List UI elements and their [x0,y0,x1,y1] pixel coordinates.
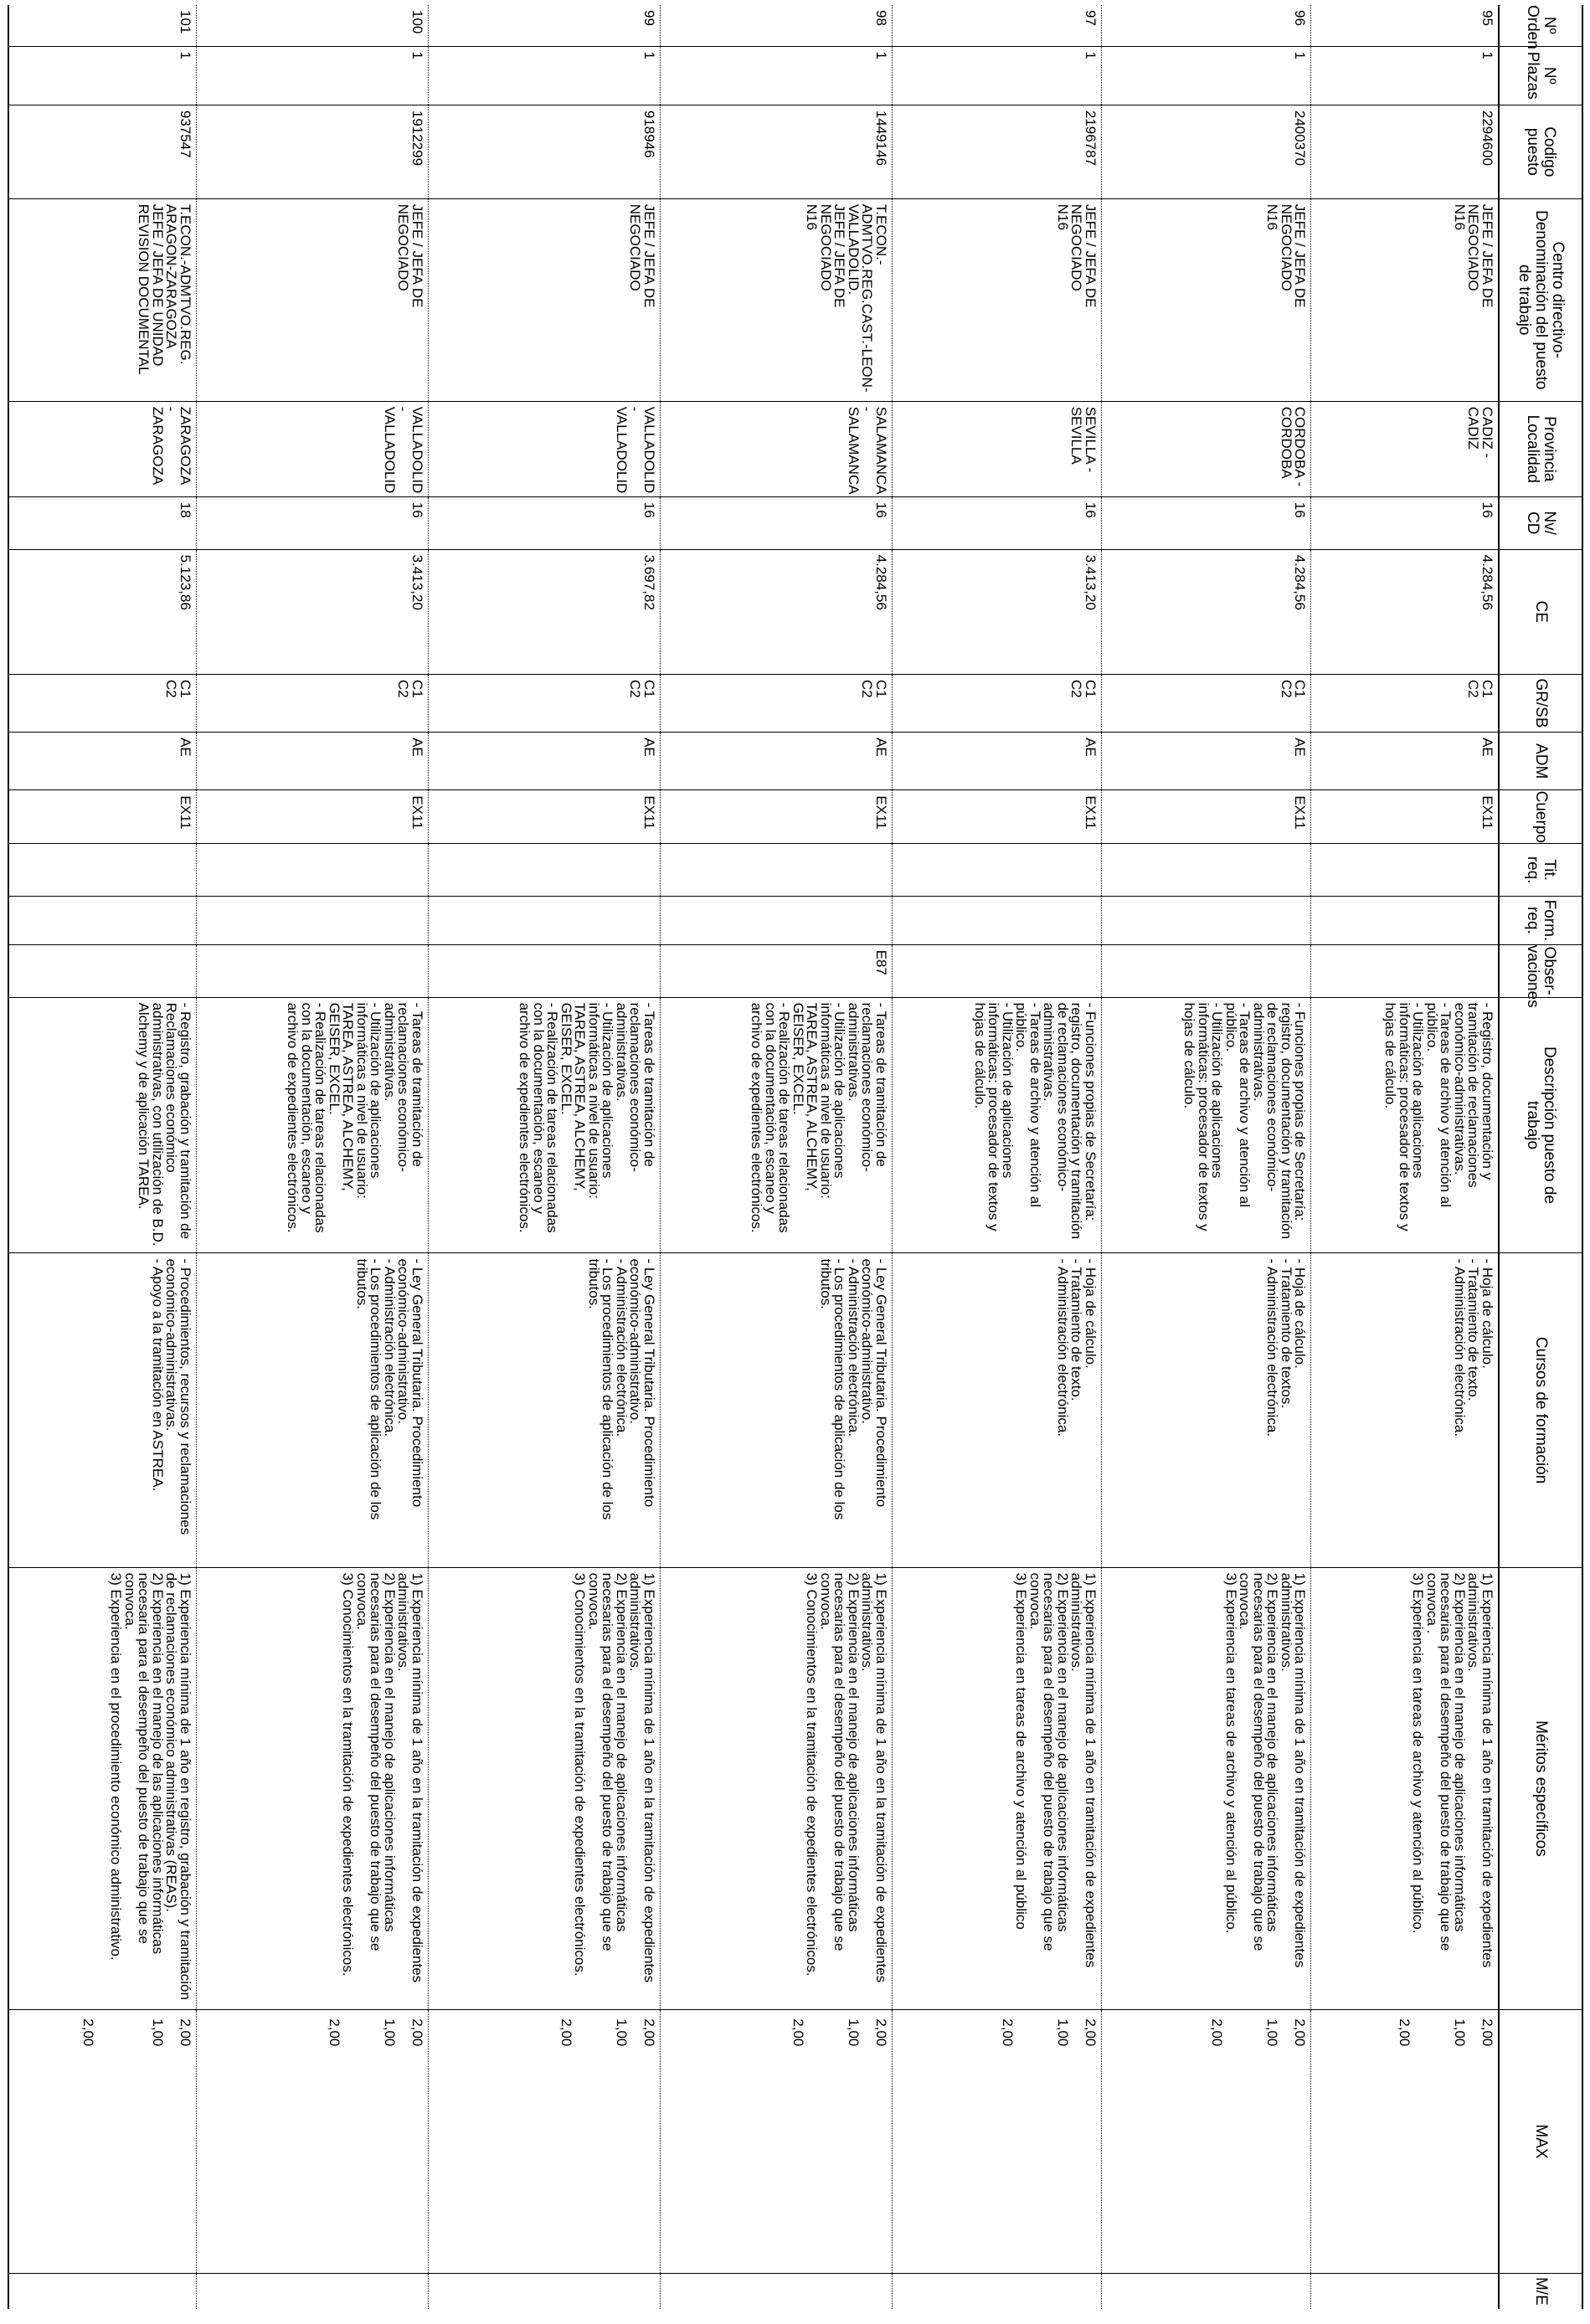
cell-cuerpo: EX11 [660,790,892,844]
header-row [1499,5,1582,2309]
cell-descripcion: - Tareas de tramitación de reclamaciones económico-administrativas. - Utilización de aplicaciones informáticas a nivel de usuario: TAREA, ASTREA, ALCHEMY, GEISER, EXCEL. - Realización de tareas relacionadas con la documentación, escaneo y archivo de expedientes electrónicos. [428,997,660,1253]
cell-formacion [660,897,892,945]
cell-grupo: C1 C2 [8,674,196,732]
header-descripcion: Descripción puesto de trabajo [1499,997,1582,1253]
cell-centro: JEFE / JEFA DE NEGOCIADO [196,198,428,401]
cell-titulacion [660,844,892,897]
cell-me [892,2273,1101,2309]
cell-provincia: CADIZ - CADIZ [1311,401,1499,496]
table-row [660,5,892,2309]
cell-ce: 3.413,20 [196,549,428,674]
header-adm: ADM [1499,733,1582,790]
cell-orden: 98 [660,5,892,46]
cell-observaciones [196,944,428,997]
table-row [892,5,1101,2309]
cell-grupo: C1 C2 [1311,674,1499,732]
header-orden: Nº Orden [1499,5,1582,46]
cell-observaciones [1101,944,1310,997]
cell-plazas: 1 [428,46,660,105]
cell-nivel: 18 [8,496,196,549]
header-ce: CE [1499,549,1582,674]
cell-orden: 95 [1311,5,1499,46]
cell-adm: AE [8,733,196,790]
header-centro: Centro directivo- Denominación del puesto de trabajo [1499,198,1582,401]
cell-grupo: C1 C2 [660,674,892,732]
cell-nivel: 16 [1311,496,1499,549]
cell-titulacion [1311,844,1499,897]
cell-descripcion: - Funciones propias de Secretaría: registro, documentación y tramitación de reclamaciones económico-administrativas. - Tareas de archivo y atención al público. - Utilización de aplicaciones informáticas: procesador de textos y hojas de cálculo. [892,997,1101,1253]
cell-plazas: 1 [8,46,196,105]
cell-nivel: 16 [196,496,428,549]
header-max: MAX [1499,2010,1582,2273]
cell-cuerpo: EX11 [428,790,660,844]
cell-max: 2,00 1,00 2,00 [196,2010,428,2273]
cell-descripcion: - Registro, grabación y tramitación de Reclamaciones económico administrativas, con utilización de B.D. Alchemy y de aplicación TAREA. [8,997,196,1253]
cell-grupo: C1 C2 [196,674,428,732]
header-me: M/E [1499,2273,1582,2309]
cell-centro: JEFE / JEFA DE NEGOCIADO N16 [1101,198,1310,401]
cell-ce: 3.413,20 [892,549,1101,674]
cell-grupo: C1 C2 [428,674,660,732]
cell-centro: JEFE / JEFA DE NEGOCIADO N16 [1311,198,1499,401]
cell-cursos: - Ley General Tributaria. Procedimiento económico-administrativo. - Administración electrónica. - Los procedimientos de aplicación de los tributos. [196,1253,428,1567]
cell-observaciones [428,944,660,997]
cell-grupo: C1 C2 [892,674,1101,732]
cell-me [8,2273,196,2309]
cell-max: 2,00 1,00 2,00 [428,2010,660,2273]
header-formacion: Form. req. [1499,897,1582,945]
table-row [8,5,196,2309]
cell-provincia: CORDOBA - CORDOBA [1101,401,1310,496]
cell-cuerpo: EX11 [196,790,428,844]
cell-ce: 4.284,56 [1311,549,1499,674]
cell-orden: 99 [428,5,660,46]
cell-cursos: - Hoja de cálculo. - Tratamiento de texto. - Administración electrónica. [892,1253,1101,1567]
cell-ce: 4.284,56 [1101,549,1310,674]
cell-max: 2,00 1,00 2,00 [892,2010,1101,2273]
header-codigo: Codigo puesto [1499,105,1582,198]
cell-grupo: C1 C2 [1101,674,1310,732]
cell-adm: AE [660,733,892,790]
cell-max: 2,00 1,00 2,00 [8,2010,196,2273]
header-nivel: Nv/ CD [1499,496,1582,549]
cell-adm: AE [1101,733,1310,790]
cell-orden: 97 [892,5,1101,46]
cell-plazas: 1 [1101,46,1310,105]
cell-observaciones [8,944,196,997]
cell-me [660,2273,892,2309]
cell-observaciones [892,944,1101,997]
cell-ce: 3.697,82 [428,549,660,674]
cell-formacion [892,897,1101,945]
cell-meritos: 1) Experiencia mínima de 1 año en la tramitación de expedientes administrativos. 2) Experiencia en el manejo de aplicaciones informáticas necesarias para el desempeño del puesto de trabajo que se convoca. 3) Conocimientos en la tramitación de expedientes electrónicos. [660,1567,892,2010]
cell-nivel: 16 [892,496,1101,549]
cell-descripcion: - Tareas de tramitación de reclamaciones económico-administrativas. - Utilización de aplicaciones informáticas a nivel de usuario: TAREA, ASTREA, ALCHEMY, GEISER, EXCEL. - Realización de tareas relacionadas con la documentación, escaneo y archivo de expedientes electrónicos. [196,997,428,1253]
header-cursos: Cursos de formación [1499,1253,1582,1567]
cell-cuerpo: EX11 [1101,790,1310,844]
cell-cuerpo: EX11 [8,790,196,844]
cell-codigo: 937547 [8,105,196,198]
cell-formacion [196,897,428,945]
cell-orden: 100 [196,5,428,46]
cell-nivel: 16 [660,496,892,549]
cell-codigo: 1912299 [196,105,428,198]
cell-adm: AE [428,733,660,790]
cell-me [1101,2273,1310,2309]
header-meritos: Méritos específicos [1499,1567,1582,2010]
cell-provincia: VALLADOLID - VALLADOLID [196,401,428,496]
job-positions-table [8,5,1583,2309]
cell-me [1311,2273,1499,2309]
cell-descripcion: - Tareas de tramitación de reclamaciones económico-administrativas. - Utilización de aplicaciones informáticas a nivel de usuario: TAREA, ASTREA, ALCHEMY, GEISER, EXCEL. - Realización de tareas relacionadas con la documentación, escaneo y archivo de expedientes electrónicos. [660,997,892,1253]
cell-centro: T.ECON.-ADMTVO.REG. ARAGON-ZARAGOZA JEFE / JEFA DE UNIDAD REVISION DOCUMENTAL [8,198,196,401]
cell-max: 2,00 1,00 2,00 [1101,2010,1310,2273]
cell-formacion [428,897,660,945]
cell-max: 2,00 1,00 2,00 [660,2010,892,2273]
cell-meritos: 1) Experiencia mínima de 1 año en tramitación de expedientes administrativos. 2) Experiencia en el manejo de aplicaciones informáticas necesarias para el desempeño del puesto de trabajo que se convoca. 3) Experiencia en tareas de archivo y atención al público. [1101,1567,1310,2010]
cell-plazas: 1 [196,46,428,105]
cell-provincia: VALLADOLID - VALLADOLID [428,401,660,496]
cell-plazas: 1 [892,46,1101,105]
cell-centro: T.ECON.-ADMTVO.REG.CAST.-LEON-VALLADOLID. JEFE / JEFA DE NEGOCIADO N16 [660,198,892,401]
cell-ce: 5.123,86 [8,549,196,674]
cell-nivel: 16 [1101,496,1310,549]
cell-cursos: - Ley General Tributaria. Procedimiento económico-administrativo. - Administración electrónica. - Los procedimientos de aplicación de los tributos. [428,1253,660,1567]
cell-plazas: 1 [1311,46,1499,105]
cell-provincia: SEVILLA - SEVILLA [892,401,1101,496]
cell-formacion [1311,897,1499,945]
cell-centro: JEFE / JEFA DE NEGOCIADO N16 [892,198,1101,401]
table-row [1101,5,1310,2309]
cell-meritos: 1) Experiencia mínima de 1 año en registro, grabación y tramitación de reclamaciones económico administrativas (REAS). 2) Experiencia en el manejo de las aplicaciones informáticas necesaria para el desempeño del puesto de trabajo que se convoca. 3) Experiencia en el procedimiento económico administrativo. [8,1567,196,2010]
cell-provincia: SALAMANCA - SALAMANCA [660,401,892,496]
cell-cuerpo: EX11 [892,790,1101,844]
cell-orden: 101 [8,5,196,46]
header-plazas: Nº Plazas [1499,46,1582,105]
cell-titulacion [8,844,196,897]
cell-centro: JEFE / JEFA DE NEGOCIADO [428,198,660,401]
cell-meritos: 1) Experiencia mínima de 1 año en la tramitación de expedientes administrativos. 2) Experiencia en el manejo de aplicaciones informáticas necesarias para el desempeño del puesto de trabajo que se convoca. 3) Conocimientos en la tramitación de expedientes electrónicos. [428,1567,660,2010]
cell-cursos: - Hoja de cálculo. - Tratamiento de textos. - Administración electrónica. [1101,1253,1310,1567]
cell-provincia: ZARAGOZA - ZARAGOZA [8,401,196,496]
cell-formacion [1101,897,1310,945]
cell-codigo: 2400370 [1101,105,1310,198]
cell-titulacion [428,844,660,897]
cell-formacion [8,897,196,945]
cell-titulacion [892,844,1101,897]
cell-descripcion: - Funciones propias de Secretaría: registro, documentación y tramitación de reclamaciones económico-administrativas. - Tareas de archivo y atención al público. - Utilización de aplicaciones informáticas: procesador de textos y hojas de cálculo. [1101,997,1310,1253]
header-grupo: GR/SB [1499,674,1582,732]
table-row [196,5,428,2309]
cell-me [428,2273,660,2309]
cell-observaciones: E87 [660,944,892,997]
cell-adm: AE [892,733,1101,790]
cell-cuerpo: EX11 [1311,790,1499,844]
cell-plazas: 1 [660,46,892,105]
header-cuerpo: Cuerpo [1499,790,1582,844]
cell-codigo: 1449146 [660,105,892,198]
header-provincia: Provincia Localidad [1499,401,1582,496]
cell-titulacion [1101,844,1310,897]
cell-cursos: - Hoja de cálculo. - Tratamiento de texto. - Administración electrónica. [1311,1253,1499,1567]
cell-meritos: 1) Experiencia mínima de 1 año en tramitación de expedientes administrativos. 2) Experiencia en el manejo de aplicaciones informáticas necesarias para el desempeño del puesto de trabajo que se convoca . 3) Experiencia en tareas de archivo y atención al público. [1311,1567,1499,2010]
cell-cursos: - Procedimientos, recursos y reclamaciones económico-administrativas. - Apoyo a la tramitación en ASTREA. [8,1253,196,1567]
cell-codigo: 2196787 [892,105,1101,198]
cell-adm: AE [196,733,428,790]
header-observaciones: Obser- vaciones [1499,944,1582,997]
cell-codigo: 2294600 [1311,105,1499,198]
cell-me [196,2273,428,2309]
cell-ce: 4.284,56 [660,549,892,674]
cell-adm: AE [1311,733,1499,790]
table-row [1311,5,1499,2309]
table-row [428,5,660,2309]
cell-titulacion [196,844,428,897]
cell-descripcion: - Registro, documentación y tramitación de reclamaciones económico-administrativas. - Tareas de archivo y atención al público. - Utilización de aplicaciones informáticas: procesador de textos y hojas de cálculo. [1311,997,1499,1253]
header-titulacion: Tit. req. [1499,844,1582,897]
cell-cursos: - Ley General Tributaria. Procedimiento económico-administrativo. - Administración electrónica. - Los procedimientos de aplicación de los tributos. [660,1253,892,1567]
cell-max: 2,00 1,00 2,00 [1311,2010,1499,2273]
cell-nivel: 16 [428,496,660,549]
cell-orden: 96 [1101,5,1310,46]
cell-observaciones [1311,944,1499,997]
cell-meritos: 1) Experiencia mínima de 1 año en tramitación de expedientes administrativos. 2) Experiencia en el manejo de aplicaciones informáticas necesarias para el desempeño del puesto de trabajo que se convoca. 3) Experiencia en tareas de archivo y atención al público [892,1567,1101,2010]
cell-meritos: 1) Experiencia mínima de 1 año en la tramitación de expedientes administrativos. 2) Experiencia en el manejo de aplicaciones informáticas necesarias para el desempeño del puesto de trabajo que se convoca. 3) Conocimientos en la tramitación de expedientes electrónicos. [196,1567,428,2010]
cell-codigo: 918946 [428,105,660,198]
